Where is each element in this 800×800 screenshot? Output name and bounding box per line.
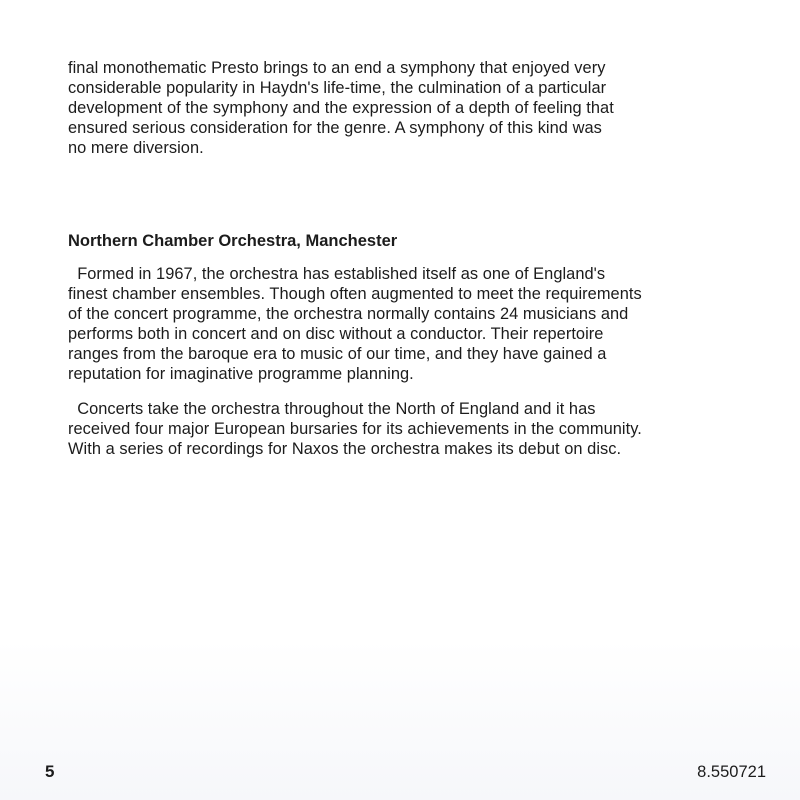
section-heading: Northern Chamber Orchestra, Manchester xyxy=(68,232,398,250)
text-line: ranges from the baroque era to music of our time, and they have gained a xyxy=(68,345,607,363)
orchestra-paragraph-1 xyxy=(68,264,728,384)
text-line: considerable popularity in Haydn's life-time, the culmination of a particular xyxy=(68,79,607,97)
text-line: performs both in concert and on disc without a conductor. Their repertoire xyxy=(68,325,604,343)
text-line: of the concert programme, the orchestra normally contains 24 musicians and xyxy=(68,305,629,323)
catalog-number: 8.550721 xyxy=(697,763,766,781)
text-line: With a series of recordings for Naxos the orchestra makes its debut on disc. xyxy=(68,440,622,458)
text-line: reputation for imaginative programme planning. xyxy=(68,365,414,383)
text-line: received four major European bursaries for its achievements in the community. xyxy=(68,420,642,438)
text-line: no mere diversion. xyxy=(68,139,204,157)
text-line: Concerts take the orchestra throughout the North of England and it has xyxy=(68,400,596,418)
intro-paragraph xyxy=(68,58,728,158)
orchestra-paragraph-2 xyxy=(68,399,728,459)
text-line: ensured serious consideration for the genre. A symphony of this kind was xyxy=(68,119,602,137)
text-line: development of the symphony and the expression of a depth of feeling that xyxy=(68,99,614,117)
page-number: 5 xyxy=(45,762,55,781)
text-line: final monothematic Presto brings to an end a symphony that enjoyed very xyxy=(68,59,606,77)
text-line: finest chamber ensembles. Though often augmented to meet the requirements xyxy=(68,285,642,303)
text-line: Formed in 1967, the orchestra has established itself as one of England's xyxy=(68,265,606,283)
